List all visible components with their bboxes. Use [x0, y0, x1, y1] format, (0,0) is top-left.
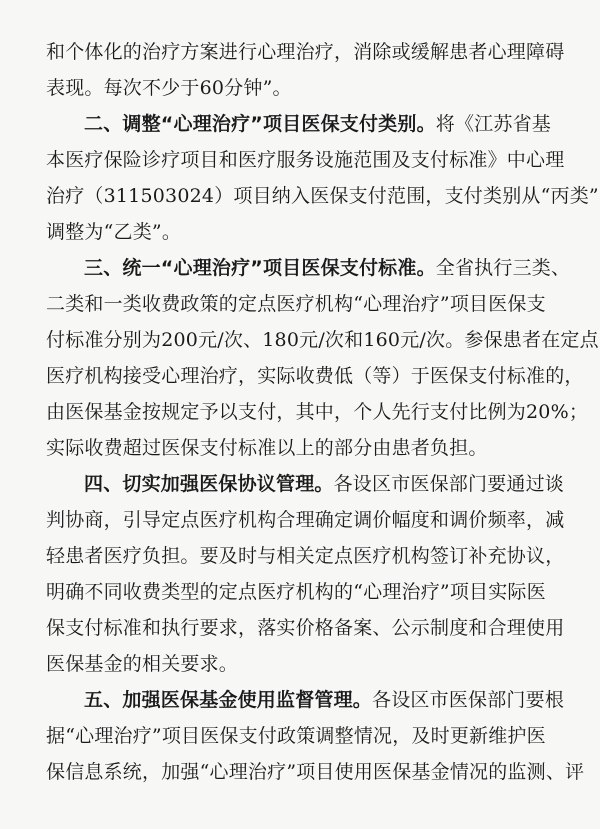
section-3-first-line: 三、统一“心理治疗”项目医保支付标准。全省执行三类、 [84, 257, 571, 279]
section-5-first-line: 五、加强医保基金使用监督管理。各设区市医保部门要根 [84, 689, 565, 711]
text-line: 明确不同收费类型的定点医疗机构的“心理治疗”项目实际医 [46, 581, 546, 603]
text-line: 表现。每次不少于60分钟”。 [46, 77, 292, 99]
text-line: 轻患者医疗负担。要及时与相关定点医疗机构签订补充协议， [46, 545, 565, 567]
section-4-heading: 四、切实加强医保协议管理。 [84, 473, 334, 495]
text-line: 保支付标准和执行要求，落实价格备案、公示制度和合理使用 [46, 617, 565, 639]
section-2-first-line: 二、调整“心理治疗”项目医保支付类别。将《江苏省基 [84, 113, 551, 135]
text-line: 二类和一类收费政策的定点医疗机构“心理治疗”项目医保支 [46, 293, 546, 315]
text-line: 医疗机构接受心理治疗，实际收费低（等）于医保支付标准的， [46, 365, 584, 387]
text-line: 据“心理治疗”项目医保支付政策调整情况，及时更新维护医 [46, 725, 546, 747]
section-3-heading: 三、统一“心理治疗”项目医保支付标准。 [84, 257, 436, 279]
section-5-heading: 五、加强医保基金使用监督管理。 [84, 689, 373, 711]
text-line: 本医疗保险诊疗项目和医疗服务设施范围及支付标准》中心理 [46, 149, 565, 171]
text-line: 治疗（311503024）项目纳入医保支付范围，支付类别从“丙类” [46, 185, 599, 207]
section-4-first-line: 四、切实加强医保协议管理。各设区市医保部门要通过谈 [84, 473, 565, 495]
text-line: 保信息系统，加强“心理治疗”项目使用医保基金情况的监测、评 [46, 761, 585, 783]
text-line: 实际收费超过医保支付标准以上的部分由患者负担。 [46, 437, 488, 459]
text-line: 和个体化的治疗方案进行心理治疗，消除或缓解患者心理障碍 [46, 41, 565, 63]
text-line: 付标准分别为200元/次、180元/次和160元/次。参保患者在定点 [46, 329, 599, 351]
text-line: 判协商，引导定点医疗机构合理确定调价幅度和调价频率，减 [46, 509, 565, 531]
text-line: 医保基金的相关要求。 [46, 653, 239, 675]
text-line: 调整为“乙类”。 [46, 221, 182, 243]
text-line: 由医保基金按规定予以支付，其中，个人先行支付比例为20%； [46, 401, 589, 423]
section-2-heading: 二、调整“心理治疗”项目医保支付类别。 [84, 113, 436, 135]
